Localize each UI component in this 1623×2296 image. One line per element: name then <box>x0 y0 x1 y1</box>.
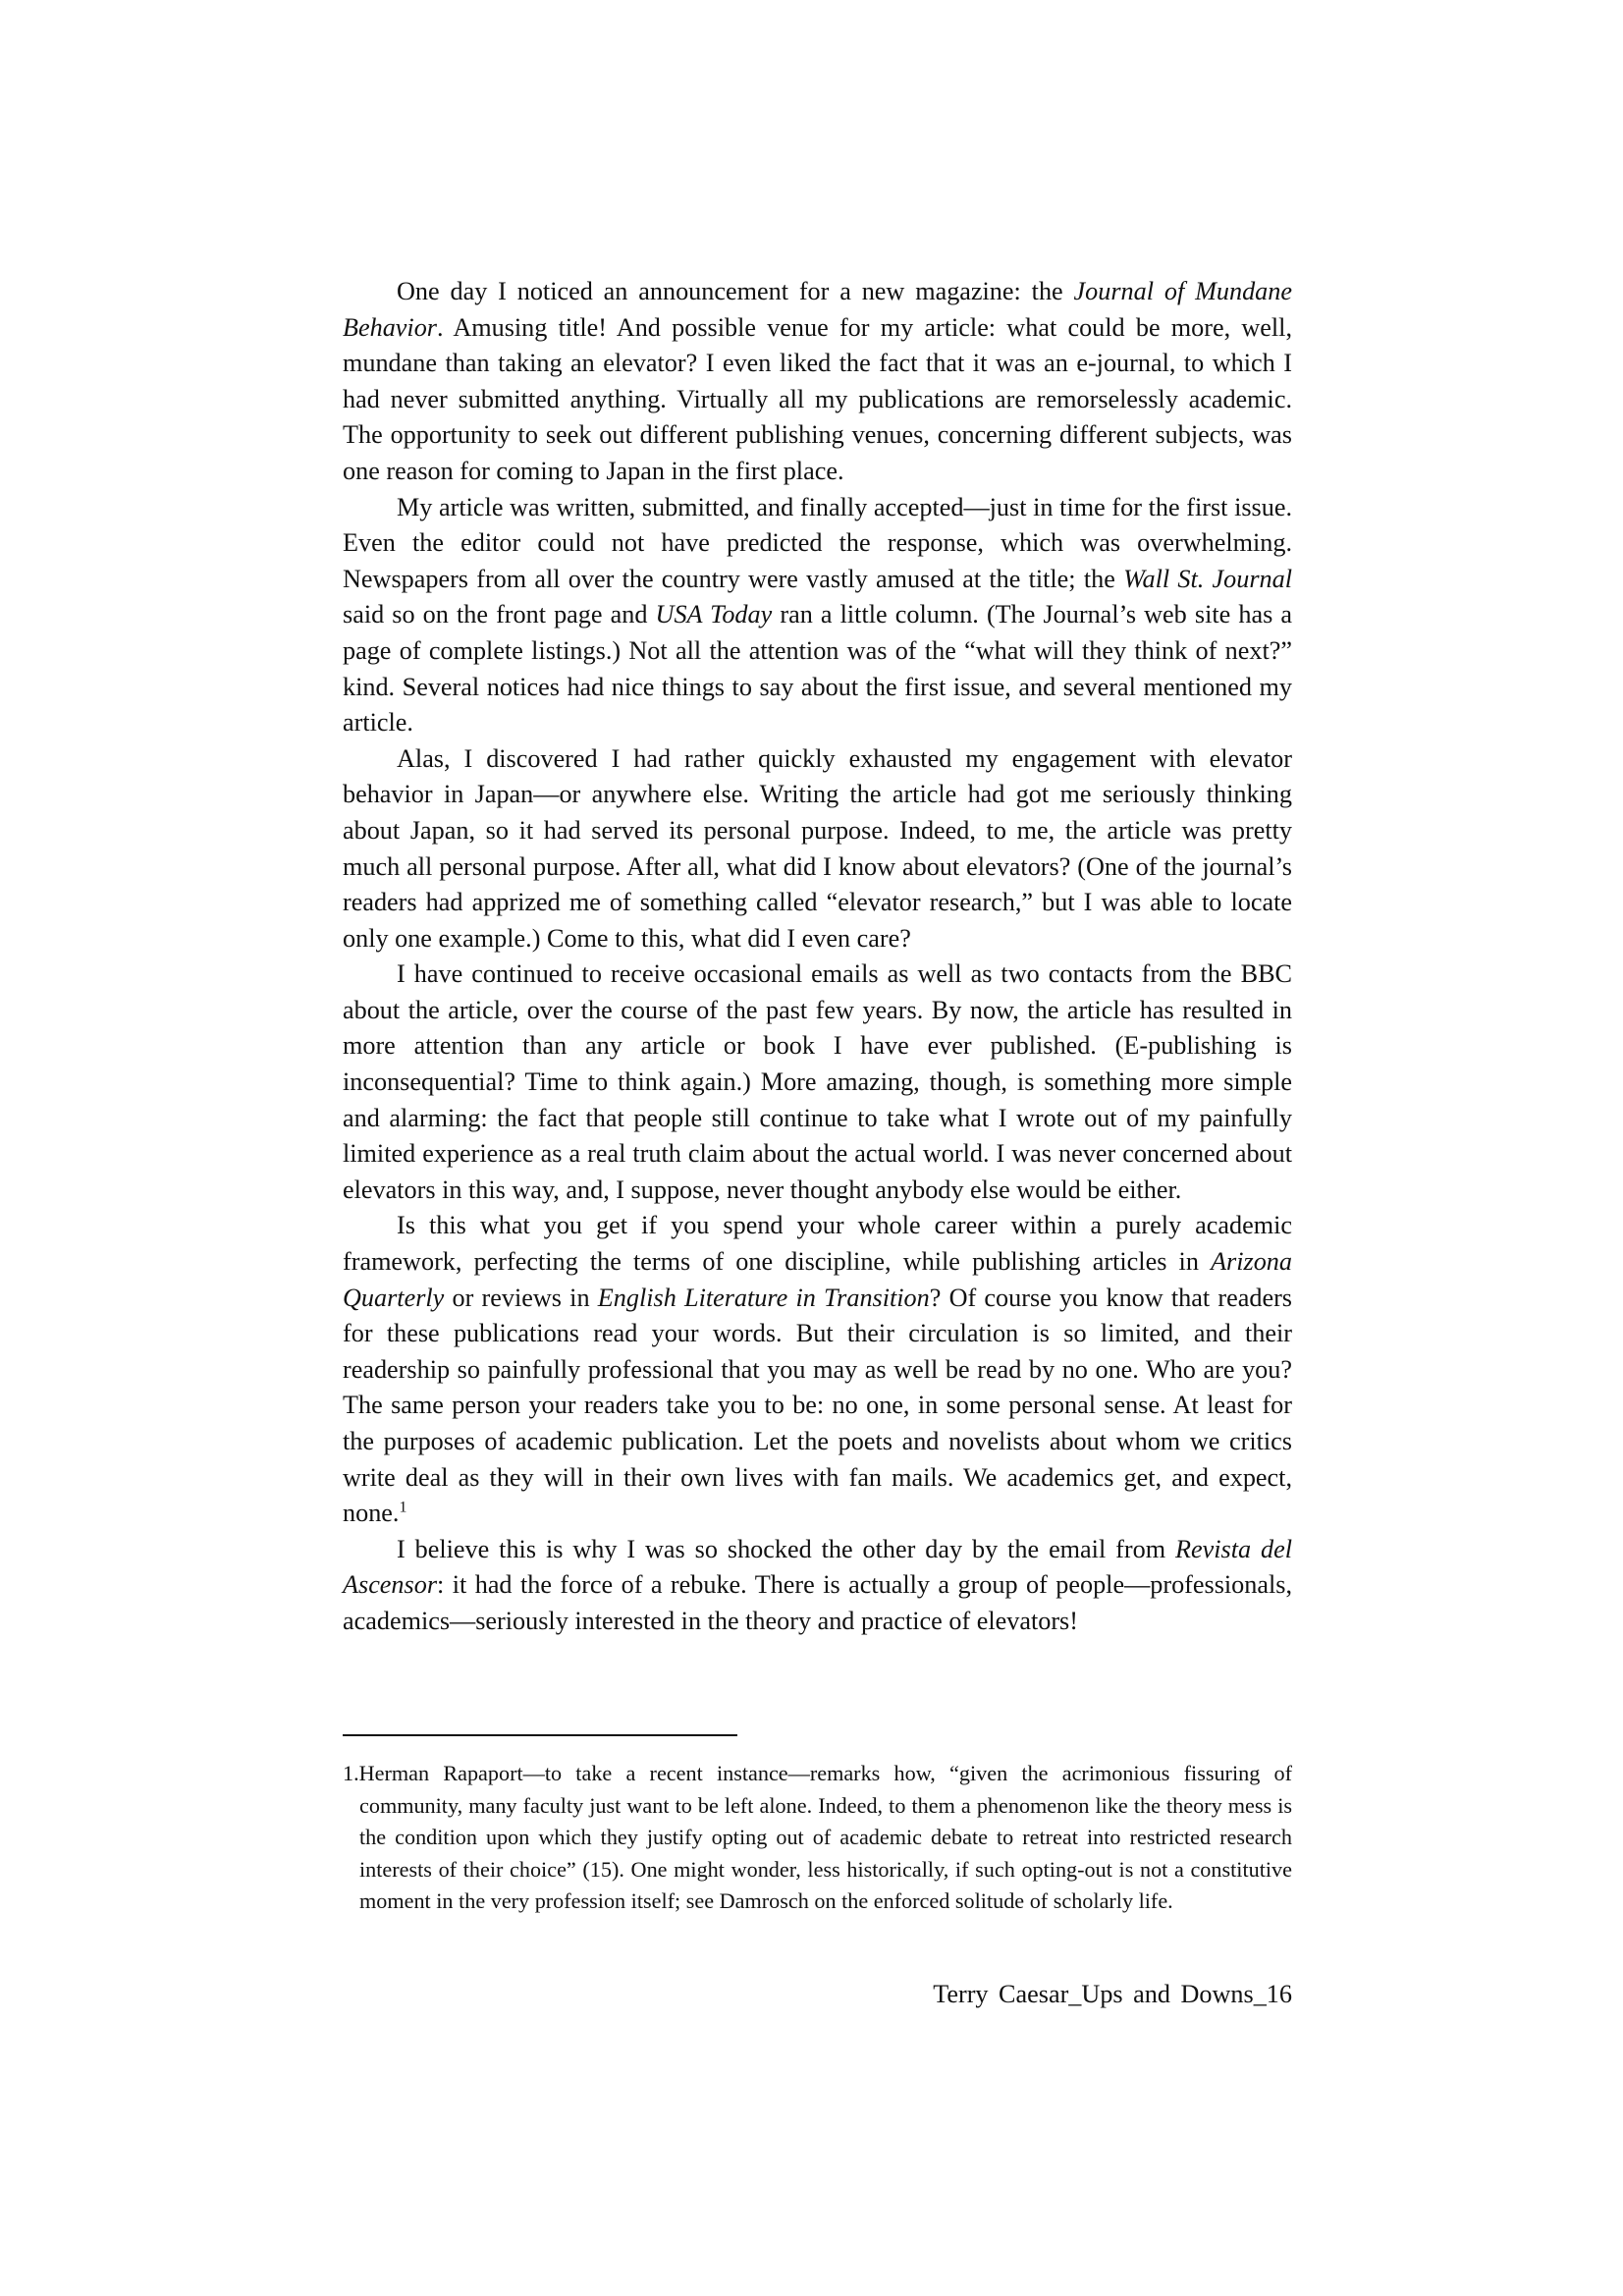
journal-title-mundane-behavior: Journal of Mundane Behavior <box>343 277 1292 342</box>
journal-title-english-literature-in-transition: English Literature in Transition <box>597 1283 930 1312</box>
paragraph-4 <box>343 957 1292 1208</box>
paragraph-3 <box>343 741 1292 957</box>
footnote-reference-1[interactable]: 1 <box>399 1499 407 1516</box>
journal-title-arizona-quarterly: Arizona Quarterly <box>343 1247 1292 1312</box>
journal-title-revista-del-ascensor: Revista del Ascensor <box>343 1534 1293 1600</box>
paragraph-6-text-b: : it had the force of a rebuke. There is actually a group of people—professionals, academics—seriously interested in the theory and practice of elevators! <box>343 1570 1292 1635</box>
footnote-separator-rule <box>343 1734 737 1736</box>
paragraph-1-text-a: One day I noticed an announcement for a new magazine: the <box>397 277 1074 305</box>
paragraph-5-text-a: Is this what you get if you spend your whole career within a purely academic framework, perfecting the terms of one discipline, while publishing articles in <box>343 1211 1292 1277</box>
paragraph-1 <box>343 274 1292 490</box>
running-footer: Terry Caesar_Ups and Downs_16 <box>933 1980 1292 2008</box>
paragraph-5-text-c: ? Of course you know that readers for these publications read your words. But their circulation is so limited, and their readership so painfully professional that you may as well be read by no one. Who are you? The same person your readers take you to be: no one, in some personal sense. At least for the purposes of academic publication. Let the poets and novelists about whom we critics write deal as they will in their own lives with fan mails. We academics get, and expect, none. <box>343 1283 1292 1528</box>
paragraph-6 <box>343 1532 1292 1640</box>
paragraph-5-text-b: or reviews in <box>444 1283 598 1312</box>
body-text <box>343 274 1292 1640</box>
paragraph-1-text-b: . Amusing title! And possible venue for my article: what could be more, well, mundane than taking an elevator? I even liked the fact that it was an e-journal, to which I had never submitted anything. Virtually all my publications are remorselessly academic. The opportunity to seek out different publishing venues, concerning different subjects, was one reason for coming to Japan in the first place. <box>343 312 1292 485</box>
paragraph-5 <box>343 1208 1292 1531</box>
newspaper-title-wall-st-journal: Wall St. Journal <box>1123 564 1293 593</box>
paragraph-6-text-a: I believe this is why I was so shocked the other day by the email from <box>397 1534 1175 1563</box>
paragraph-2 <box>343 490 1292 741</box>
newspaper-title-usa-today: USA Today <box>655 600 773 629</box>
footnote-1: 1.Herman Rapaport—to take a recent instance—remarks how, “given the acrimonious fissuring of community, many faculty just want to be left alone. Indeed, to them a phenomenon like the theory mess is the condition upon which they justify opting out of academic debate to retreat into restricted research interests of their choice” (15). One might wonder, less historically, if such opting-out is not a constitutive moment in the very profession itself; see Damrosch on the enforced solitude of scholarly life. <box>343 1761 1292 1913</box>
paragraph-2-text-a: My article was written, submitted, and finally accepted—just in time for the first issue. Even the editor could not have predicted the response, which was overwhelming. Newspapers from all over the country were vastly amused at the title; the <box>343 492 1292 593</box>
paragraph-2-text-c: ran a little column. (The Journal’s web site has a page of complete listings.) Not all the attention was of the “what will they think of next?” kind. Several notices had nice things to say about the first issue, and several mentioned my article. <box>343 600 1292 738</box>
paragraph-2-text-b: said so on the front page and <box>343 600 656 629</box>
paragraph-4-text: I have continued to receive occasional emails as well as two contacts from the BBC about the article, over the course of the past few years. By now, the article has resulted in more attention than any article or book I have ever published. (E-publishing is inconsequential? Time to think again.) More amazing, though, is something more simple and alarming: the fact that people still continue to take what I wrote out of my painfully limited experience as a real truth claim about the actual world. I was never concerned about elevators in this way, and, I suppose, never thought anybody else would be either. <box>343 959 1292 1204</box>
paragraph-3-text: Alas, I discovered I had rather quickly exhausted my engagement with elevator behavior in Japan—or anywhere else. Writing the article had got me seriously thinking about Japan, so it had served its personal purpose. Indeed, to me, the article was pretty much all personal purpose. After all, what did I know about elevators? (One of the journal’s readers had apprized me of something called “elevator research,” but I was able to locate only one example.) Come to this, what did I even care? <box>343 743 1292 953</box>
